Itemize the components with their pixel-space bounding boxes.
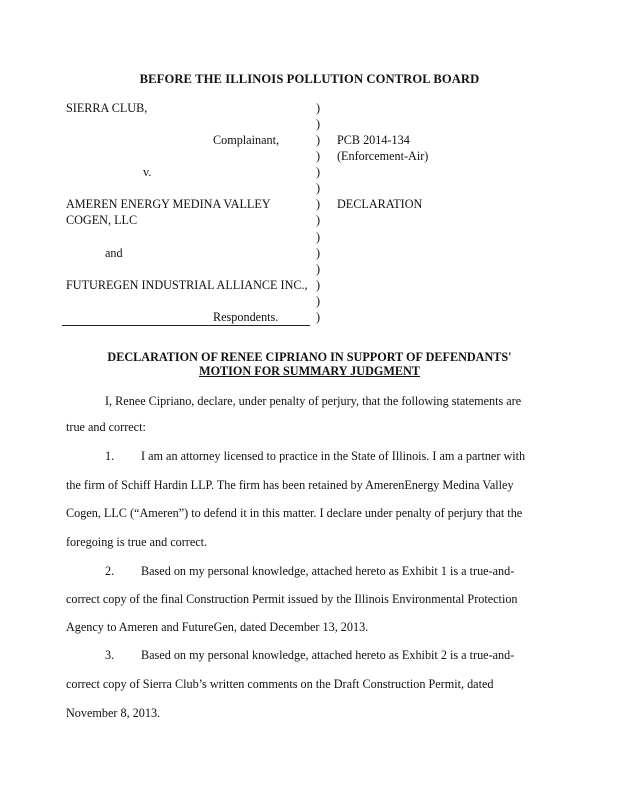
defendant-name-line2: COGEN, LLC xyxy=(66,213,138,227)
bracket-mark: ) xyxy=(316,149,321,163)
bracket-mark: ) xyxy=(316,197,321,211)
bracket-mark: ) xyxy=(316,230,321,244)
document-type: DECLARATION xyxy=(337,197,423,211)
case-number: PCB 2014-134 xyxy=(337,133,410,147)
paragraph-line: Cogen, LLC (“Ameren”) to defend it in this matter. I declare under penalty of perjury that the xyxy=(66,506,523,520)
second-defendant-name: FUTUREGEN INDUSTRIAL ALLIANCE INC., xyxy=(66,278,308,292)
plaintiff-name: SIERRA CLUB, xyxy=(66,101,148,115)
paragraph-line: correct copy of Sierra Club’s written comments on the Draft Construction Permit, dated xyxy=(66,677,494,691)
complainant-label: Complainant, xyxy=(213,133,280,147)
bracket-mark: ) xyxy=(316,181,321,195)
bracket-mark: ) xyxy=(316,133,321,147)
paragraph-line: foregoing is true and correct. xyxy=(66,535,208,549)
declaration-heading-line1: DECLARATION OF RENEE CIPRIANO IN SUPPORT OF DEFENDANTS' xyxy=(107,350,512,364)
bracket-mark: ) xyxy=(316,294,321,308)
intro-line1: I, Renee Cipriano, declare, under penalty of perjury, that the following statements are xyxy=(105,394,522,408)
caption-divider xyxy=(62,325,310,326)
paragraph-line: I am an attorney licensed to practice in the State of Illinois. I am a partner with xyxy=(141,449,526,463)
bracket-mark: ) xyxy=(316,262,321,276)
paragraph-line: Agency to Ameren and FutureGen, dated December 13, 2013. xyxy=(66,620,369,634)
bracket-mark: ) xyxy=(316,101,321,115)
defendant-name-line1: AMEREN ENERGY MEDINA VALLEY xyxy=(66,197,271,211)
bracket-mark: ) xyxy=(316,117,321,131)
paragraph-line: November 8, 2013. xyxy=(66,706,161,720)
paragraph-line: the firm of Schiff Hardin LLP. The firm has been retained by AmerenEnergy Medina Valley xyxy=(66,478,514,492)
and-label: and xyxy=(105,246,123,260)
intro-line2: true and correct: xyxy=(66,420,146,434)
bracket-mark: ) xyxy=(316,278,321,292)
bracket-mark: ) xyxy=(316,213,321,227)
declaration-heading-line2: MOTION FOR SUMMARY JUDGMENT xyxy=(199,364,420,378)
paragraph-number: 3. xyxy=(105,648,115,662)
paragraph-line: Based on my personal knowledge, attached hereto as Exhibit 2 is a true-and- xyxy=(141,648,515,662)
respondents-label: Respondents. xyxy=(213,310,279,324)
declaration-heading-line2-wrap xyxy=(0,364,619,378)
paragraph-line: correct copy of the final Construction Permit issued by the Illinois Environmental Protection xyxy=(66,592,518,606)
case-type: (Enforcement-Air) xyxy=(337,149,429,163)
versus-label: v. xyxy=(143,165,152,179)
court-title: BEFORE THE ILLINOIS POLLUTION CONTROL BOARD xyxy=(139,72,480,86)
bracket-mark: ) xyxy=(316,165,321,179)
paragraph-line: Based on my personal knowledge, attached hereto as Exhibit 1 is a true-and- xyxy=(141,564,515,578)
paragraph-number: 2. xyxy=(105,564,115,578)
bracket-mark: ) xyxy=(316,310,321,324)
bracket-mark: ) xyxy=(316,246,321,260)
paragraph-number: 1. xyxy=(105,449,115,463)
